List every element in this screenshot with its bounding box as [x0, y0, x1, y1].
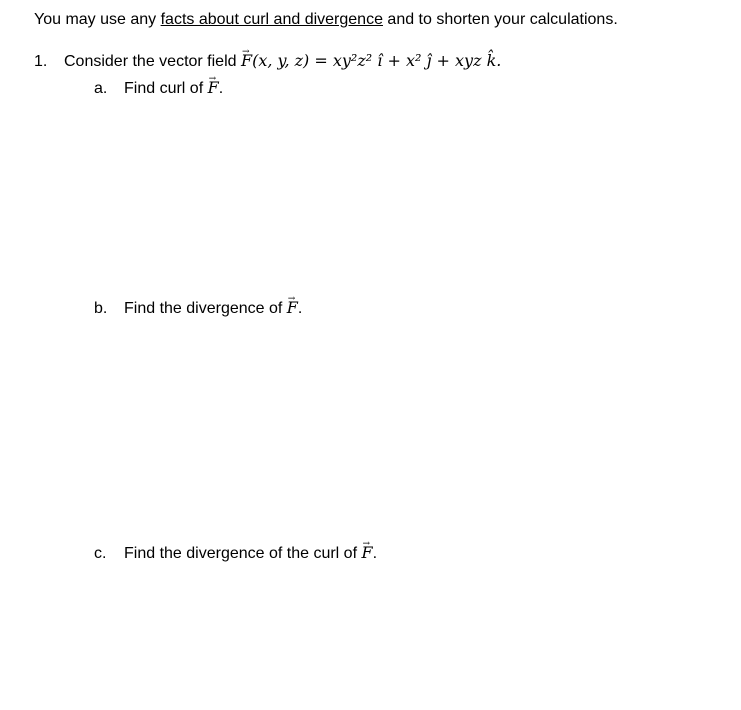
field-definition: (x, y, z) = xy²z² î + x² ĵ + xyz k̂. — [252, 51, 502, 70]
curl-divergence-facts-link[interactable]: facts about curl and divergence — [160, 11, 383, 28]
vector-f-symbol: → F — [241, 51, 252, 71]
part-letter: a. — [94, 80, 108, 97]
part-letter: b. — [94, 300, 108, 317]
part-end: . — [372, 545, 378, 562]
part-end: . — [218, 80, 224, 97]
part-letter: c. — [94, 545, 107, 562]
question-1 — [34, 51, 501, 72]
part-text: Find the divergence of — [124, 300, 287, 317]
vector-f-symbol: → F — [208, 78, 219, 98]
part-end: . — [297, 300, 303, 317]
part-text: Find the divergence of the curl of — [124, 545, 362, 562]
question-part-b — [94, 298, 302, 319]
question-text: Consider the vector field — [64, 53, 241, 70]
question-part-a — [94, 78, 223, 99]
part-text: Find curl of — [124, 80, 208, 97]
instructions-prefix: You may use any — [34, 11, 161, 28]
vector-f-symbol: → F — [361, 543, 372, 563]
question-part-c — [94, 543, 377, 564]
vector-f-symbol: → F — [287, 298, 298, 318]
instructions-line — [34, 10, 618, 30]
question-number: 1. — [34, 53, 48, 70]
instructions-suffix: and to shorten your calculations. — [382, 11, 618, 28]
